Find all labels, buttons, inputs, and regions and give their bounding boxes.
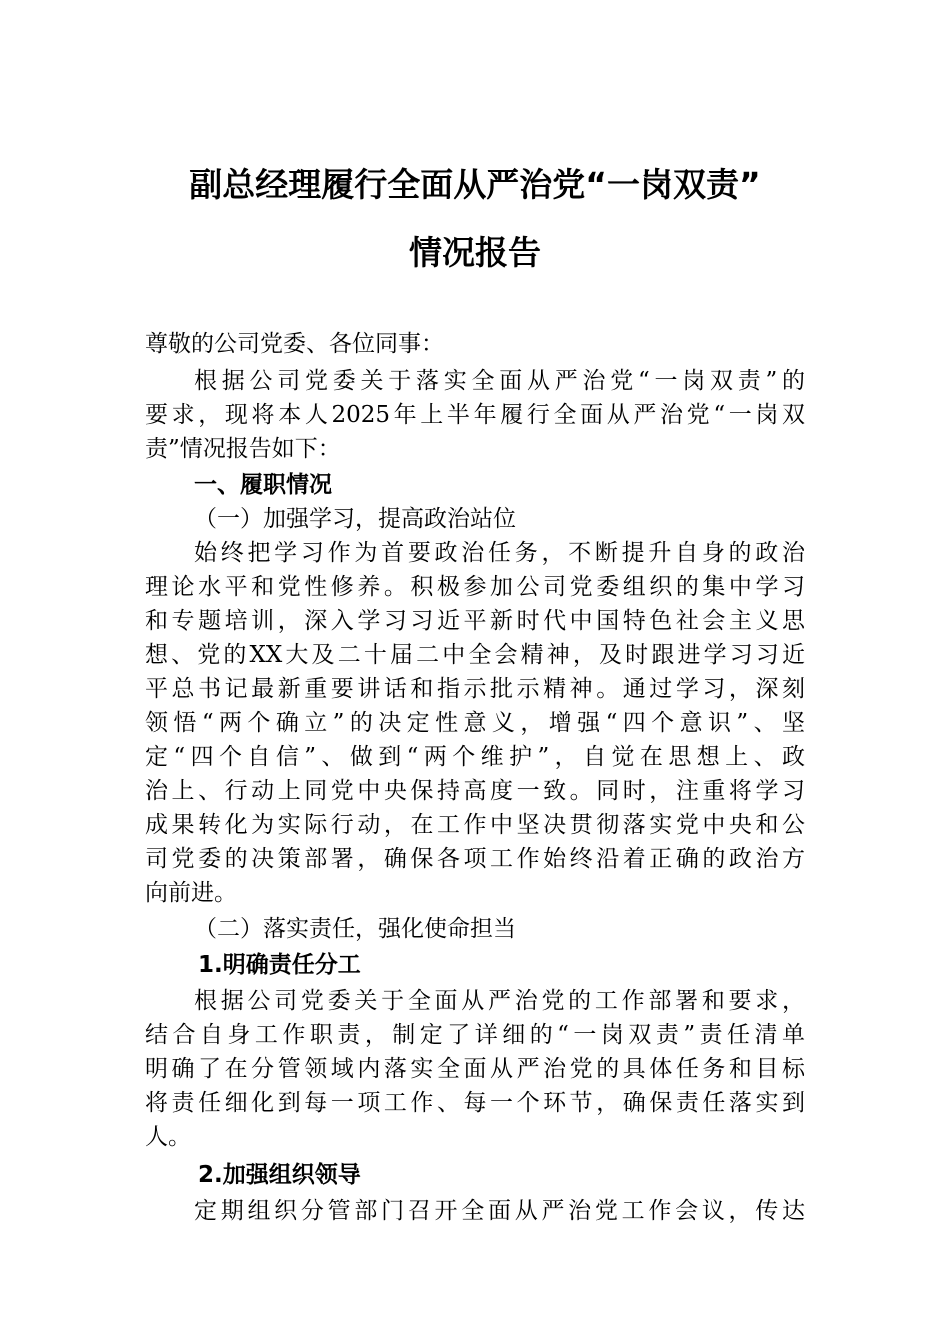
salutation: 尊敬的公司党委、各位同事： [145,331,444,357]
body-line: 定“四个自信”、做到“两个维护”，自觉在思想上、政 [145,744,805,770]
subsection-heading: （一）加强学习，提高政治站位 [194,506,516,532]
body-line: 向前进。 [145,880,237,906]
body-line: 平总书记最新重要讲话和指示批示精神。通过学习，深刻 [145,676,805,702]
report-title-line-2: 情况报告 [409,233,541,272]
subsection-heading: （二）落实责任，强化使命担当 [194,916,516,942]
body-line: 人。 [145,1124,191,1150]
body-line: 结合自身工作职责，制定了详细的“一岗双责”责任清单 [145,1022,805,1048]
report-title-line-1: 副总经理履行全面从严治党“一岗双责” [189,165,761,204]
body-line: 始终把学习作为首要政治任务，不断提升自身的政治 [194,540,805,566]
body-line: 定期组织分管部门召开全面从严治党工作会议，传达 [194,1198,805,1224]
body-line: 治上、行动上同党中央保持高度一致。同时，注重将学习 [145,778,805,804]
body-line: 责”情况报告如下： [145,436,341,462]
body-line: 成果转化为实际行动，在工作中坚决贯彻落实党中央和公 [145,812,805,838]
body-line: 想、党的XX大及二十届二中全会精神，及时跟进学习习近 [145,642,805,668]
body-line: 司党委的决策部署，确保各项工作始终沿着正确的政治方 [145,846,805,872]
body-line: 领悟“两个确立”的决定性意义，增强“四个意识”、坚 [145,710,805,736]
body-line: 明确了在分管领域内落实全面从严治党的具体任务和目标 [145,1056,805,1082]
body-line: 根据公司党委关于落实全面从严治党“一岗双责”的 [194,368,805,394]
body-line: 理论水平和党性修养。积极参加公司党委组织的集中学习 [145,574,805,600]
section-heading: 一、履职情况 [194,472,332,498]
item-heading: 1.明确责任分工 [198,952,361,978]
body-line: 将责任细化到每一项工作、每一个环节，确保责任落实到 [145,1090,805,1116]
item-heading: 2.加强组织领导 [198,1162,361,1188]
body-line: 要求，现将本人2025年上半年履行全面从严治党“一岗双 [145,402,805,428]
body-line: 和专题培训，深入学习习近平新时代中国特色社会主义思 [145,608,805,634]
body-line: 根据公司党委关于全面从严治党的工作部署和要求， [194,988,805,1014]
